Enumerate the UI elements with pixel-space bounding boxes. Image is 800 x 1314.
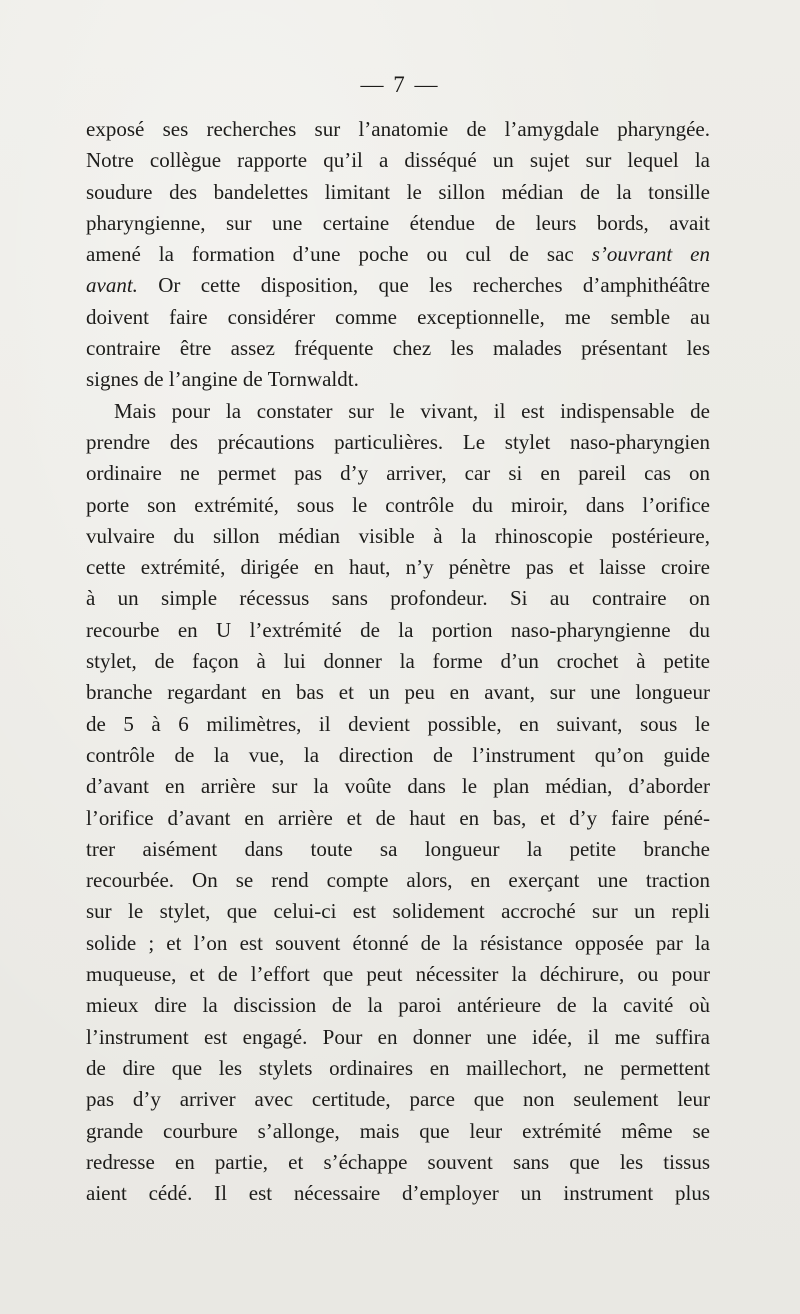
text-line: vulvaire du sillon médian visible à la rhinoscopie postérieure, (86, 523, 710, 548)
text-line: pharyngienne, sur une certaine étendue de leurs bords, avait (86, 210, 710, 235)
text-line: mieux dire la discission de la paroi antérieure de la cavité où (86, 993, 710, 1018)
text-line: cette extrémité, dirigée en haut, n’y pénètre pas et laisse croire (86, 555, 710, 580)
text-line: exposé ses recherches sur l’anatomie de l’amygdale pharyngée. (86, 117, 710, 141)
text-line: ordinaire ne permet pas d’y arriver, car si en pareil cas on (86, 461, 710, 486)
text-line: pas d’y arriver avec certitude, parce que non seulement leur (86, 1087, 710, 1112)
text-line: doivent faire considérer comme exceptionnelle, me semble au (86, 304, 710, 329)
text-line: de dire que les stylets ordinaires en maillechort, ne permettent (86, 1055, 710, 1080)
text-line: signes de l’angine de Tornwaldt. (86, 367, 359, 392)
text-line: contrôle de la vue, la direction de l’instrument qu’on guide (86, 742, 710, 767)
text-line: d’avant en arrière sur la voûte dans le plan médian, d’aborder (86, 774, 710, 799)
text-segment: amené la formation d’une poche ou cul de sac (86, 242, 574, 267)
text-line: l’orifice d’avant en arrière et de haut en bas, et d’y faire péné- (86, 805, 710, 830)
text-line: prendre des précautions particulières. Le stylet naso-pharyngien (86, 429, 710, 454)
text-line (86, 239, 710, 270)
text-line: redresse en partie, et s’échappe souvent sans que les tissus (86, 1149, 710, 1174)
text-line: trer aisément dans toute sa longueur la petite branche (86, 836, 710, 861)
text-line: aient cédé. Il est nécessaire d’employer un instrument plus (86, 1181, 710, 1206)
text-line: grande courbure s’allonge, mais que leur extrémité même se (86, 1118, 710, 1143)
text-line: à un simple récessus sans profondeur. Si au contraire on (86, 586, 710, 611)
text-line: recourbe en U l’extrémité de la portion naso-pharyngienne du (86, 617, 710, 642)
body-text (86, 114, 710, 1209)
text-segment: Or cette disposition, que les recherches d’amphithéâtre (137, 273, 710, 298)
page-number: — 7 — (360, 72, 440, 97)
text-line (86, 270, 710, 301)
text-line: Notre collègue rapporte qu’il a disséqué un sujet sur lequel la (86, 148, 710, 173)
text-line: porte son extrémité, sous le contrôle du miroir, dans l’orifice (86, 492, 710, 517)
text-line: soudure des bandelettes limitant le sillon médian de la tonsille (86, 179, 710, 204)
text-line: Mais pour la constater sur le vivant, il est indispensable de (114, 398, 710, 423)
text-line: recourbée. On se rend compte alors, en exerçant une traction (86, 868, 710, 893)
text-line: l’instrument est engagé. Pour en donner une idée, il me suffira (86, 1024, 710, 1049)
text-line: sur le stylet, que celui-ci est solidement accroché sur un repli (86, 899, 710, 924)
text-line: stylet, de façon à lui donner la forme d’un crochet à petite (86, 649, 710, 674)
italic-phrase: s’ouvrant en (591, 242, 710, 267)
text-line: solide ; et l’on est souvent étonné de la résistance opposée par la (86, 930, 710, 955)
text-line: de 5 à 6 milimètres, il devient possible, en suivant, sous le (86, 711, 710, 736)
text-line: branche regardant en bas et un peu en avant, sur une longueur (86, 680, 710, 705)
text-line: muqueuse, et de l’effort que peut nécessiter la déchirure, ou pour (86, 962, 710, 987)
italic-phrase: avant. (86, 273, 138, 298)
text-line: contraire être assez fréquente chez les malades présentant les (86, 336, 710, 361)
